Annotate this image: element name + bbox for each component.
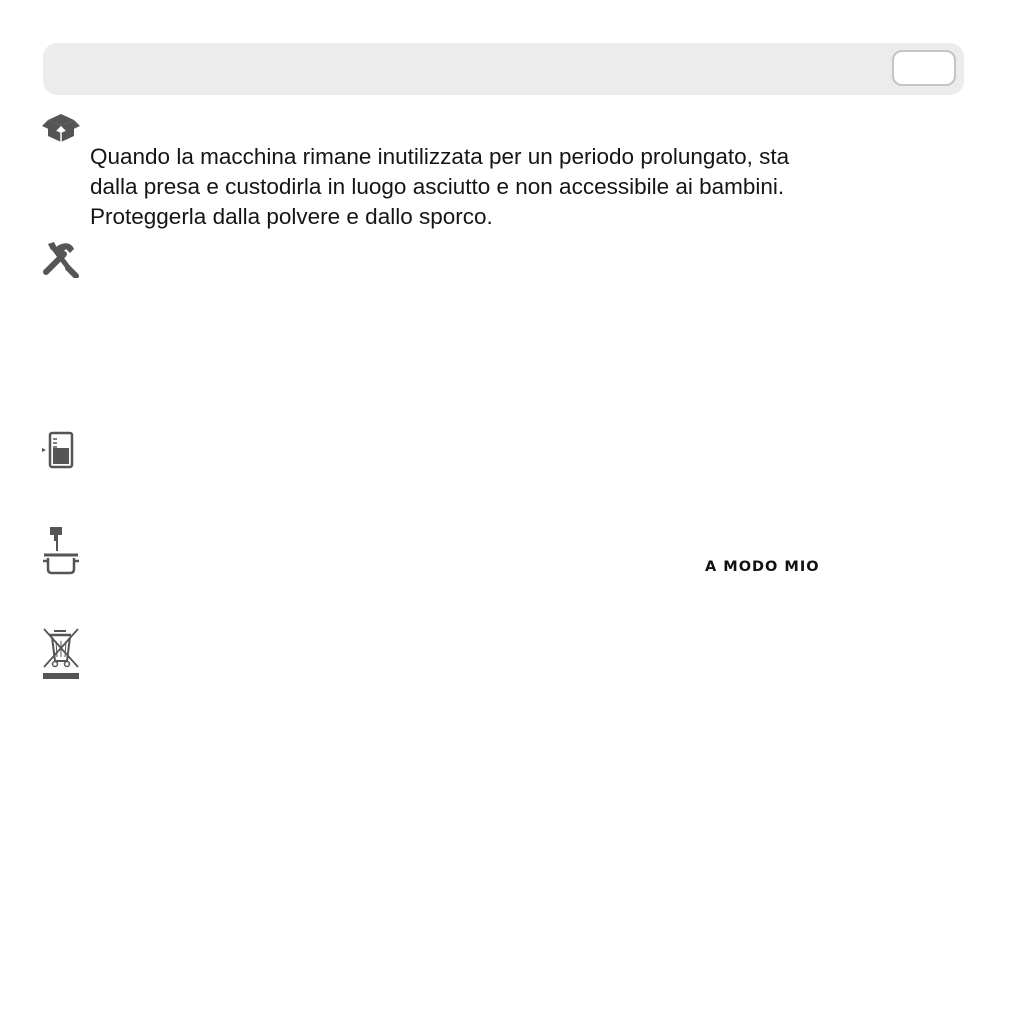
- open-box-icon: [40, 110, 82, 144]
- storage-instructions: [90, 142, 850, 232]
- capsule-container-icon: [40, 525, 82, 577]
- tools-icon: [40, 240, 82, 278]
- storage-line-1: Quando la macchina rimane inutilizzata per un periodo prolungato, sta: [90, 144, 790, 169]
- water-tank-icon: [40, 430, 82, 470]
- crossed-bin-icon: [40, 625, 82, 683]
- brand-label: A MODO MIO: [705, 559, 820, 575]
- page-number-tab: [892, 50, 956, 86]
- header-bar: [43, 43, 964, 95]
- storage-line-2: dalla presa e custodirla in luogo asciutto e non accessibile ai bambini.: [90, 174, 785, 199]
- storage-line-3: Proteggerla dalla polvere e dallo sporco.: [90, 204, 493, 229]
